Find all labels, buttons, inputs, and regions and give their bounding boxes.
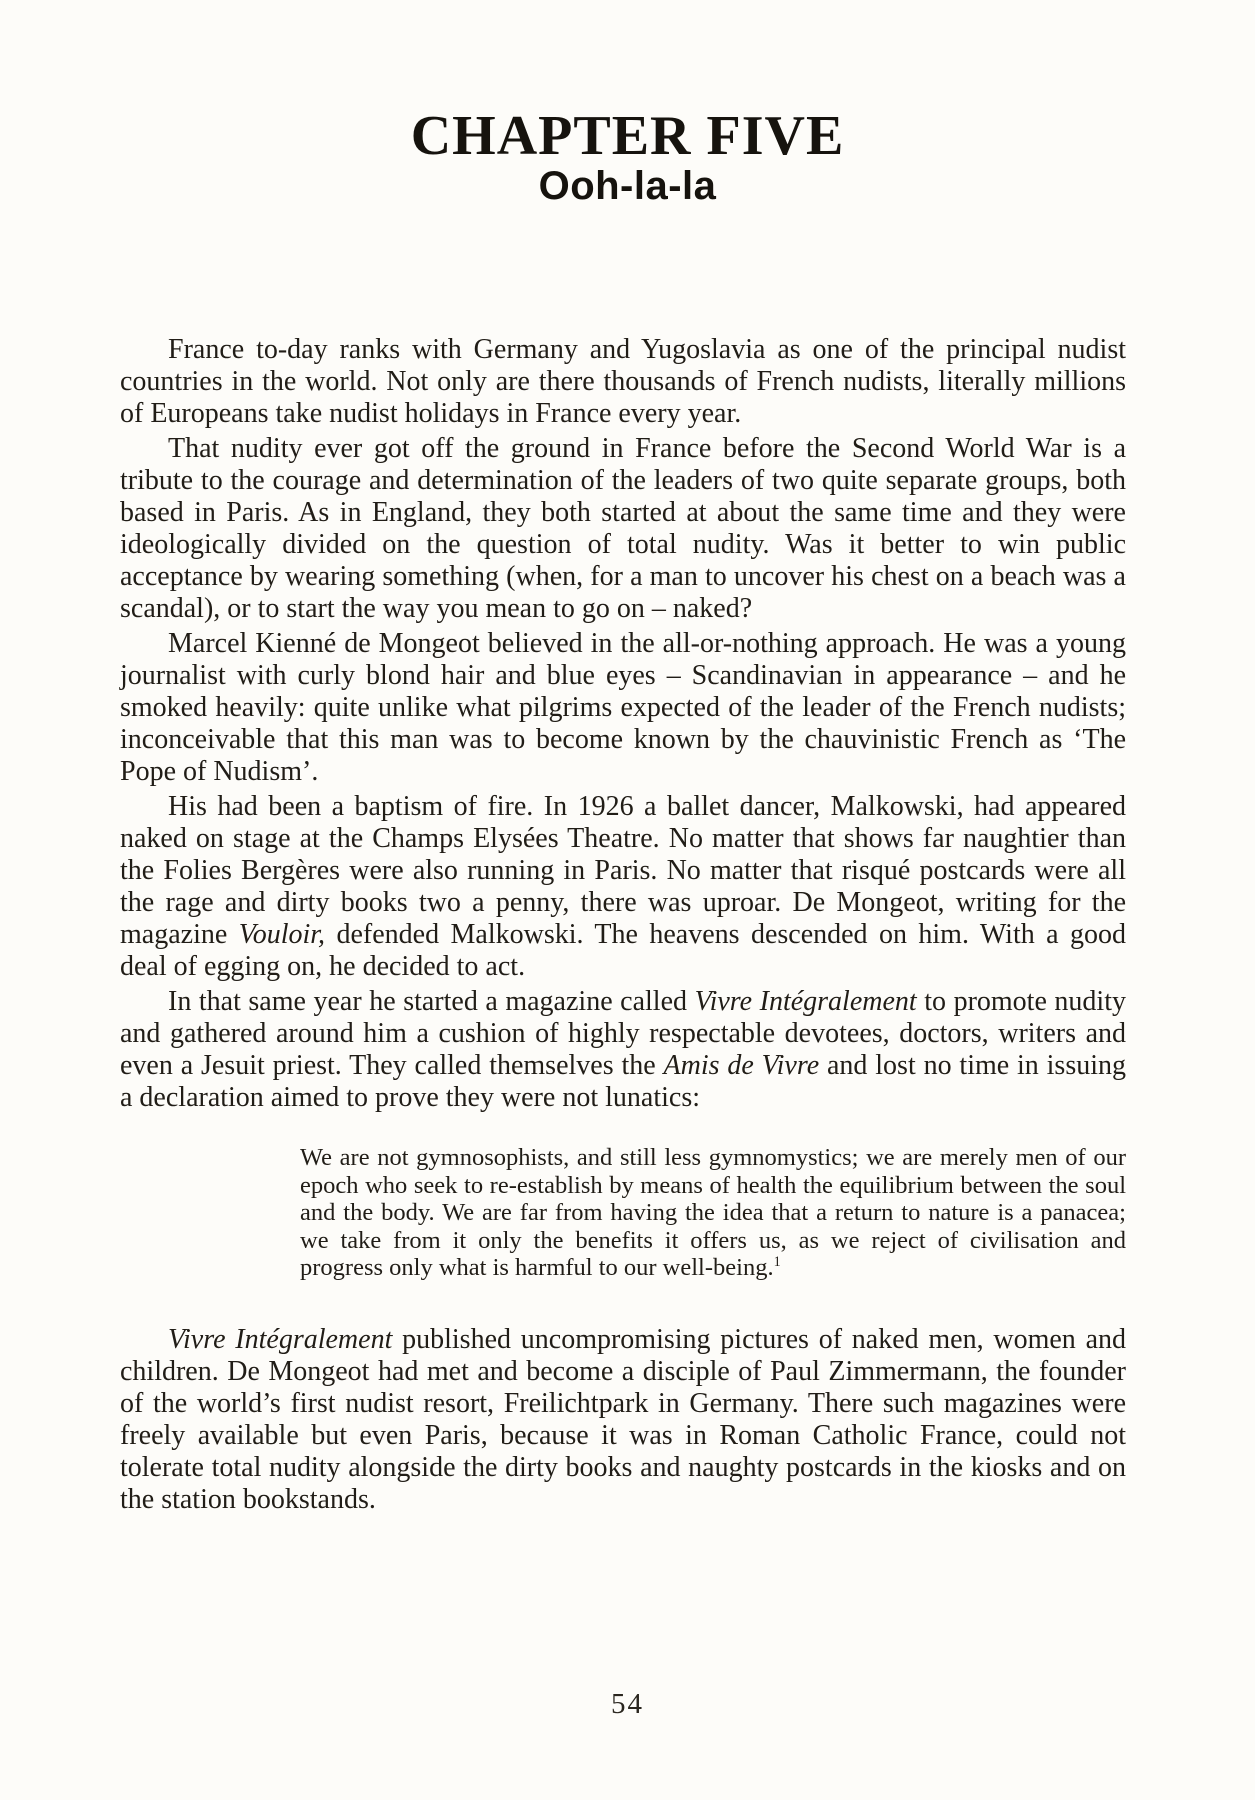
- body-text: [120, 334, 1126, 1519]
- paragraph-vivre-integralement-founding: In that same year he started a magazine called Vivre Intégralement to promote nudity and gathered around him a cushion of highly respectable devotees, doctors, writers and even a Jesuit priest. They called themselves the Amis de Vivre and lost no time in issuing a declaration aimed to prove they were not lunatics:: [120, 986, 1126, 1113]
- paragraph-vivre-integralement-published: Vivre Intégralement published uncompromising pictures of naked men, women and children. De Mongeot had met and become a disciple of Paul Zimmermann, the founder of the world’s first nudist resort, Freilichtpark in Germany. There such magazines were freely available but even Paris, because it was in Roman Catholic France, could not tolerate total nudity alongside the dirty books and naughty postcards in the kiosks and on the station bookstands.: [120, 1323, 1126, 1515]
- paragraph-baptism-of-fire: His had been a baptism of fire. In 1926 a ballet dancer, Malkowski, had appeared naked on stage at the Champs Elysées Theatre. No matter that shows far naughtier than the Folies Bergères were also running in Paris. No matter that risqué postcards were all the rage and dirty books two a penny, there was uproar. De Mongeot, writing for the magazine Vouloir, defended Malkowski. The heavens descended on him. With a good deal of egging on, he decided to act.: [120, 791, 1126, 982]
- chapter-heading: CHAPTER FIVE: [410, 105, 845, 167]
- paragraph-marcel-kienne: Marcel Kienné de Mongeot believed in the all-or-nothing approach. He was a young journalist with curly blond hair and blue eyes – Scandinavian in appearance – and he smoked heavily: quite unlike what pilgrims expected of the leader of the French nudists; inconceivable that this man was to become known by the chauvinistic French as ‘The Pope of Nudism’.: [120, 628, 1126, 787]
- paragraph-that-nudity: That nudity ever got off the ground in France before the Second World War is a tribute to the courage and determination of the leaders of two quite separate groups, both based in Paris. As in England, they both started at about the same time and they were ideologically divided on the question of total nudity. Was it better to win public acceptance by wearing something (when, for a man to uncover his chest on a beach was a scandal), or to start the way you mean to go on – naked?: [120, 433, 1126, 624]
- declaration-block-quote: We are not gymnosophists, and still less gymnomystics; we are merely men of our epoch who seek to re-establish by means of health the equilibrium between the soul and the body. We are far from having the idea that a return to nature is a panacea; we take from it only the benefits it offers us, as we reject of civilisation and progress only what is harmful to our well-being.$^1$: [300, 1144, 1126, 1281]
- page-number: 54: [611, 1688, 644, 1720]
- chapter-subtitle: Ooh-la-la: [538, 164, 717, 208]
- paragraph-france-today: France to-day ranks with Germany and Yugoslavia as one of the principal nudist countries in the world. Not only are there thousands of French nudists, literally millions of Europeans take nudist holidays in France every year.: [120, 334, 1126, 429]
